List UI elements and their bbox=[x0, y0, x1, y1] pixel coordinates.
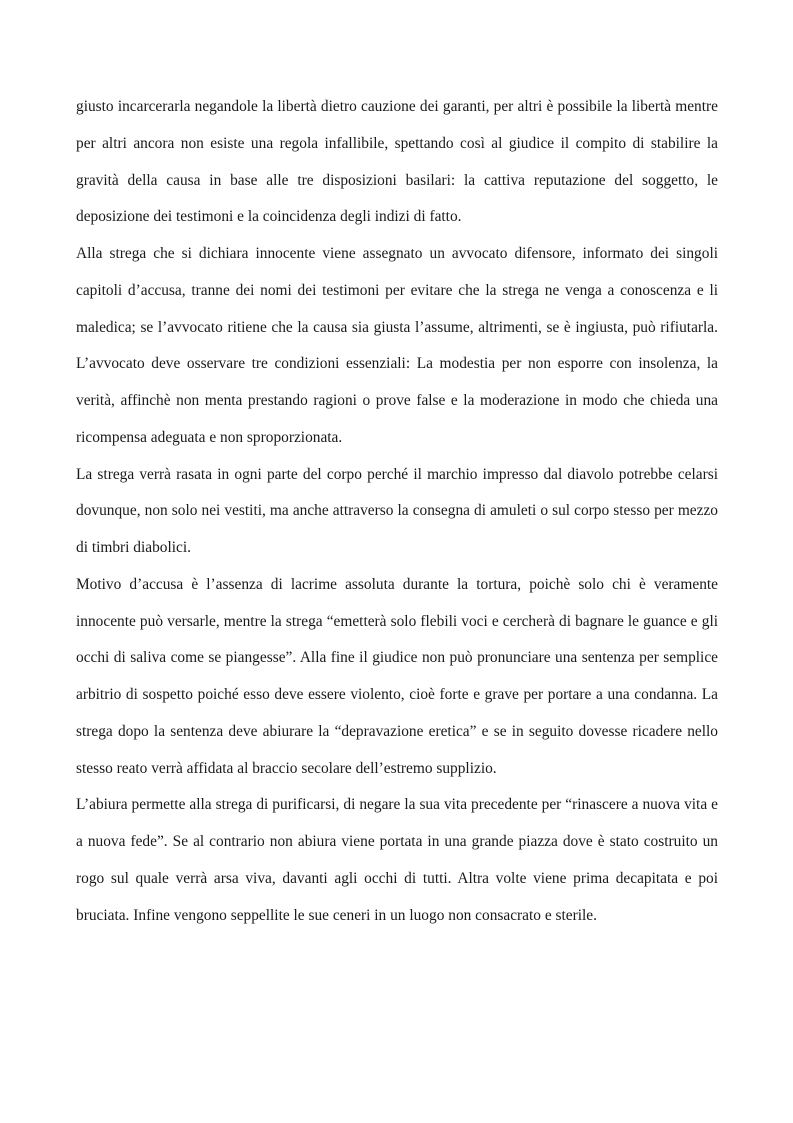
paragraph: giusto incarcerarla negandole la libertà dietro cauzione dei garanti, per altri è possibile la libertà mentre per altri ancora non esiste una regola infallibile, spettando così al giudice il compito di stabilire la gravità della causa in base alle tre disposizioni basilari: la cattiva reputazione del soggetto, le deposizione dei testimoni e la coincidenza degli indizi di fatto. bbox=[76, 98, 718, 226]
paragraph: La strega verrà rasata in ogni parte del corpo perché il marchio impresso dal diavolo potrebbe celarsi dovunque, non solo nei vestiti, ma anche attraverso la consegna di amuleti o sul corpo stesso per mezzo di timbri diabolici. bbox=[76, 465, 718, 556]
paragraph: Alla strega che si dichiara innocente viene assegnato un avvocato difensore, informato dei singoli capitoli d’accusa, tranne dei nomi dei testimoni per evitare che la strega ne venga a conoscenza e li maledica; se l’avvocato ritiene che la causa sia giusta l’assume, altrimenti, se è ingiusta, può rifiutarla. L’avvocato deve osservare tre condizioni essenziali: La modestia per non esporre con insolenza, la verità, affinchè non menta prestando ragioni o prove false e la moderazione in modo che chieda una ricompensa adeguata e non sproporzionata. bbox=[76, 245, 718, 446]
paragraph: L’abiura permette alla strega di purificarsi, di negare la sua vita precedente per “rinascere a nuova vita e a nuova fede”. Se al contrario non abiura viene portata in una grande piazza dove è stato costruito un rogo sul quale verrà arsa viva, davanti agli occhi di tutti. Altra volte viene prima decapitata e poi bruciata. Infine vengono seppellite le sue ceneri in un luogo non consacrato e sterile. bbox=[76, 796, 718, 924]
paragraph: Motivo d’accusa è l’assenza di lacrime assoluta durante la tortura, poichè solo chi è veramente innocente può versarle, mentre la strega “emetterà solo flebili voci e cercherà di bagnare le guance e gli occhi di saliva come se piangesse”. Alla fine il giudice non può pronunciare una sentenza per semplice arbitrio di sospetto poiché esso deve essere violento, cioè forte e grave per portare a una condanna. La strega dopo la sentenza deve abiurare la “depravazione eretica” e se in seguito dovesse ricadere nello stesso reato verrà affidata al braccio secolare dell’estremo supplizio. bbox=[76, 575, 718, 777]
page-body bbox=[76, 89, 718, 934]
